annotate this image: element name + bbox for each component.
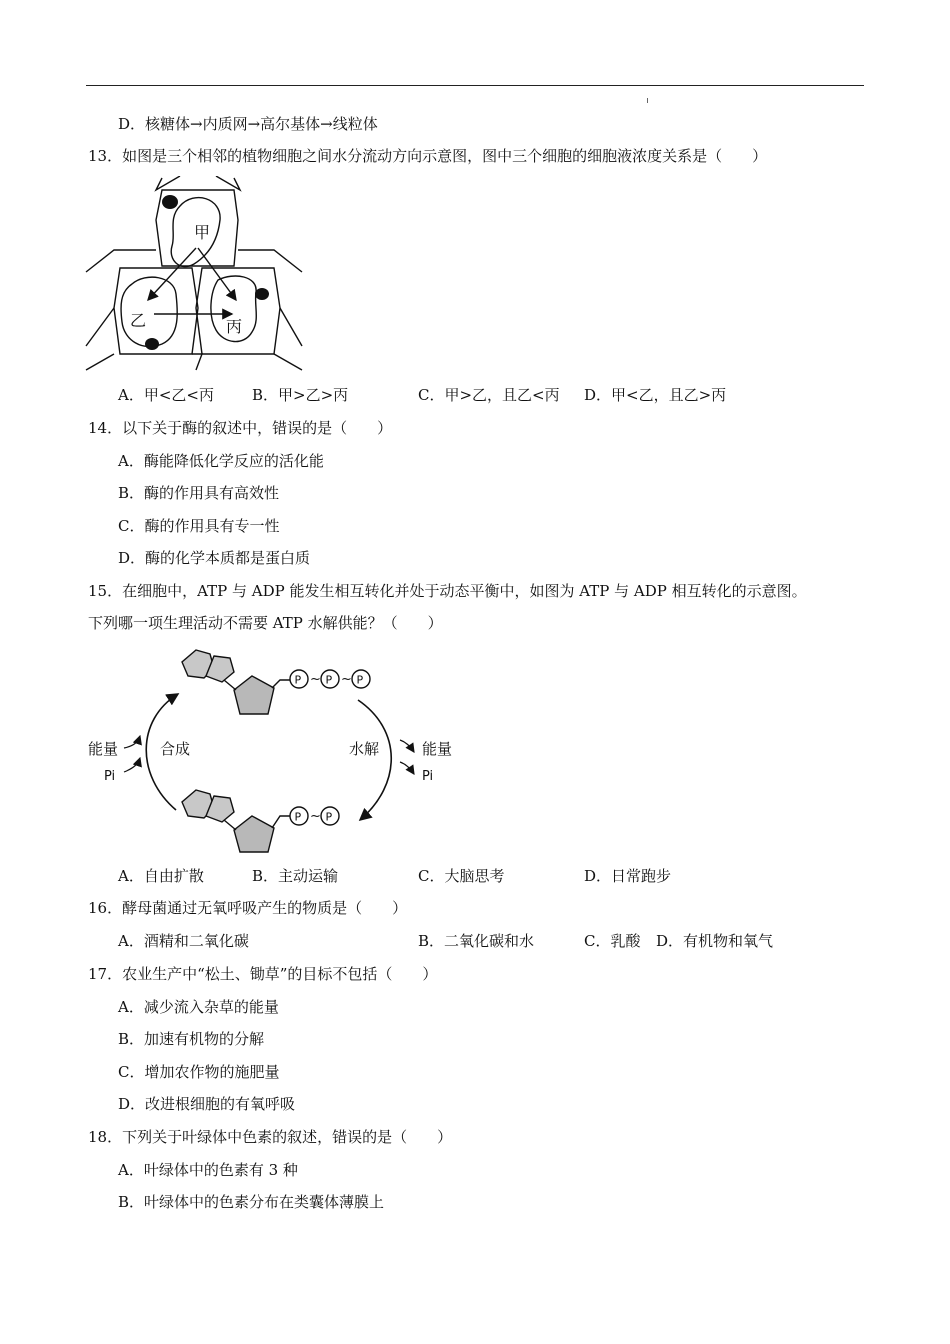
header-tick-mark: [647, 98, 648, 103]
question-15-options: [118, 866, 950, 886]
adp-molecule: [182, 790, 290, 852]
question-14-stem: 14．以下关于酶的叙述中，错误的是（ ）: [88, 419, 393, 437]
q16-option-c[interactable]: C．乳酸: [584, 932, 641, 950]
question-15-stem-line1: 15．在细胞中，ATP 与 ADP 能发生相互转化并处于动态平衡中，如图为 ATP 与 ADP 相互转化的示意图。: [88, 582, 807, 600]
pi-out-arrow: [400, 762, 414, 774]
question-15-stem-line2: 下列哪一项生理活动不需要 ATP 水解供能？（ ）: [88, 614, 443, 632]
question-17-stem: 17．农业生产中“松土、锄草”的目标不包括（ ）: [88, 965, 438, 983]
q16-option-d[interactable]: D．有机物和氧气: [656, 932, 774, 950]
energy-out-arrow: [400, 740, 414, 752]
header-rule: [86, 85, 864, 86]
q13-option-b[interactable]: B．甲>乙>丙: [252, 386, 349, 404]
q13-option-d[interactable]: D．甲<乙，且乙>丙: [584, 386, 727, 404]
q14-option-c[interactable]: C．酶的作用具有专一性: [118, 517, 280, 535]
plant-cell-water-flow-figure: [84, 176, 304, 372]
atp-molecule: [182, 650, 290, 714]
adp-ribose-pentagon: [234, 816, 274, 852]
q13-option-c[interactable]: C．甲>乙，且乙<丙: [418, 386, 560, 404]
svg-text:~: ~: [341, 672, 352, 687]
label-energy-right: 能量: [422, 740, 453, 758]
q18-option-b[interactable]: B．叶绿体中的色素分布在类囊体薄膜上: [118, 1193, 385, 1211]
adp-phosphate-chain: [290, 807, 339, 825]
atp-ribose-pentagon: [234, 676, 274, 714]
nucleus-yi: [145, 338, 159, 350]
q15-option-d[interactable]: D．日常跑步: [584, 867, 672, 885]
label-synthesis: 合成: [160, 740, 191, 758]
question-18-stem: 18．下列关于叶绿体中色素的叙述，错误的是（ ）: [88, 1128, 453, 1146]
q17-option-c[interactable]: C．增加农作物的施肥量: [118, 1063, 280, 1081]
svg-text:P: P: [356, 673, 364, 687]
q14-option-b[interactable]: B．酶的作用具有高效性: [118, 484, 280, 502]
energy-in-arrow: [124, 736, 140, 748]
svg-text:P: P: [325, 673, 333, 687]
q16-option-a[interactable]: A．酒精和二氧化碳: [118, 932, 249, 950]
arrow-jia-to-bing: [198, 248, 236, 300]
svg-text:~: ~: [310, 672, 321, 687]
pi-in-arrow: [124, 758, 140, 772]
label-hydrolysis: 水解: [349, 740, 380, 758]
q15-option-c[interactable]: C．大脑思考: [418, 867, 505, 885]
nucleus-bing: [255, 288, 269, 300]
label-pi-left: Pi: [104, 769, 116, 784]
q15-option-a[interactable]: A．自由扩散: [118, 867, 204, 885]
svg-text:~: ~: [310, 809, 321, 824]
svg-text:P: P: [294, 673, 302, 687]
cell-wall-top: [156, 176, 240, 190]
q17-option-b[interactable]: B．加速有机物的分解: [118, 1030, 265, 1048]
q13-option-a[interactable]: A．甲<乙<丙: [118, 386, 214, 404]
q18-option-a[interactable]: A．叶绿体中的色素有 3 种: [118, 1161, 298, 1179]
question-13-options: [118, 385, 950, 405]
option-d-prev-question: D．核糖体→内质网→高尔基体→线粒体: [118, 115, 378, 133]
q16-option-b[interactable]: B．二氧化碳和水: [418, 932, 535, 950]
question-16-options: [118, 931, 950, 951]
hydrolysis-arc: [358, 700, 391, 820]
q14-option-d[interactable]: D．酶的化学本质都是蛋白质: [118, 549, 311, 567]
label-jia: 甲: [194, 223, 211, 242]
atp-adp-conversion-figure: [84, 644, 464, 856]
question-16-stem: 16．酵母菌通过无氧呼吸产生的物质是（ ）: [88, 899, 408, 917]
q15-option-b[interactable]: B．主动运输: [252, 867, 339, 885]
q14-option-a[interactable]: A．酶能降低化学反应的活化能: [118, 452, 324, 470]
nucleus-jia: [162, 195, 178, 209]
label-pi-right: Pi: [422, 769, 434, 784]
q17-option-d[interactable]: D．改进根细胞的有氧呼吸: [118, 1095, 296, 1113]
label-bing: 丙: [226, 317, 243, 336]
svg-text:P: P: [294, 810, 302, 824]
question-13-stem: 13．如图是三个相邻的植物细胞之间水分流动方向示意图，图中三个细胞的细胞液浓度关系是（ ）: [88, 147, 768, 165]
atp-phosphate-chain: [290, 670, 370, 688]
q17-option-a[interactable]: A．减少流入杂草的能量: [118, 998, 279, 1016]
svg-text:P: P: [325, 810, 333, 824]
label-yi: 乙: [130, 311, 147, 330]
label-energy-left: 能量: [88, 740, 119, 758]
